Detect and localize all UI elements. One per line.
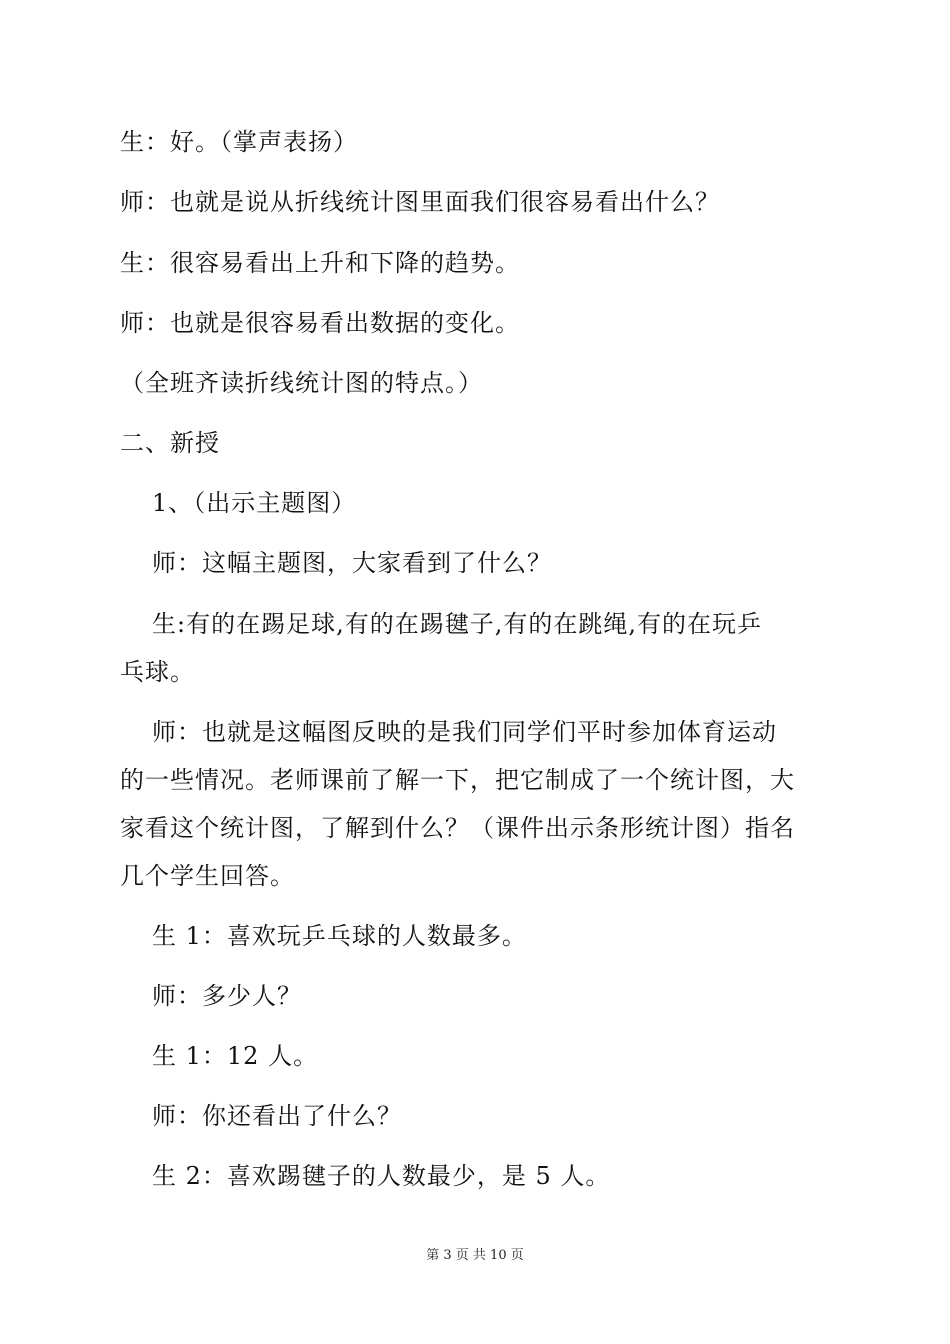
dialogue-line: 师：也就是很容易看出数据的变化。 (120, 309, 520, 337)
dialogue-line-continued: 家看这个统计图，了解到什么？（课件出示条形统计图）指名 (120, 814, 795, 842)
dialogue-line: 师：也就是这幅图反映的是我们同学们平时参加体育运动 (152, 718, 777, 746)
dialogue-line: 师：多少人？ (152, 982, 302, 1010)
dialogue-line-continued: 几个学生回答。 (120, 862, 295, 890)
stage-direction: （全班齐读折线统计图的特点。） (120, 369, 483, 397)
dialogue-line-continued: 乓球。 (120, 658, 195, 686)
dialogue-line: 生：好。（掌声表扬） (120, 128, 358, 156)
dialogue-line: 生:有的在踢足球,有的在踢毽子,有的在跳绳,有的在玩乒 (152, 610, 762, 638)
dialogue-line: 师：你还看出了什么？ (152, 1102, 402, 1130)
dialogue-line: 生：很容易看出上升和下降的趋势。 (120, 249, 520, 277)
dialogue-line-continued: 的一些情况。老师课前了解一下，把它制成了一个统计图，大 (120, 766, 795, 794)
page-number: 第 3 页 共 10 页 (426, 1248, 524, 1263)
section-heading: 二、新授 (120, 429, 220, 457)
dialogue-line: 生 1：12 人。 (152, 1042, 319, 1070)
dialogue-line: 师：这幅主题图，大家看到了什么？ (152, 549, 552, 577)
dialogue-line: 生 1：喜欢玩乒乓球的人数最多。 (152, 922, 527, 950)
dialogue-line: 师：也就是说从折线统计图里面我们很容易看出什么？ (120, 188, 720, 216)
subsection-heading: 1、（出示主题图） (152, 489, 357, 517)
dialogue-line: 生 2：喜欢踢毽子的人数最少，是 5 人。 (152, 1162, 611, 1190)
